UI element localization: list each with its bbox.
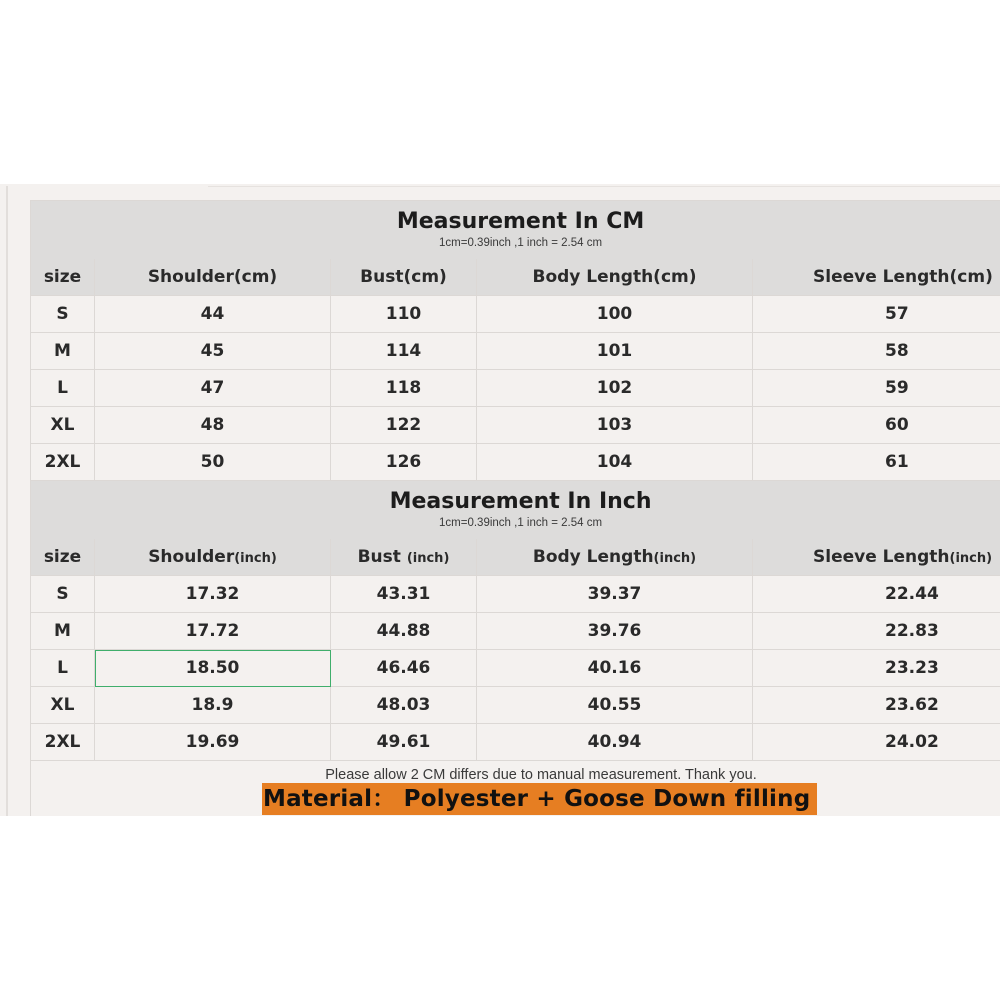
cm-header-label: Sleeve Length(cm) xyxy=(813,267,993,287)
size-chart-sheet xyxy=(30,200,1000,816)
cm-header-cell[interactable] xyxy=(753,259,1000,296)
cm-value-cell[interactable]: 114 xyxy=(331,333,477,370)
cm-header-cell[interactable] xyxy=(31,259,95,296)
inch-header-label: Body Length xyxy=(532,547,654,567)
cm-header-cell[interactable] xyxy=(95,259,331,296)
inch-header-unit: (inch) xyxy=(234,551,277,566)
cm-table-row xyxy=(31,444,1000,481)
cm-size-cell[interactable]: XL xyxy=(31,407,95,444)
measurement-note: Please allow 2 CM differs due to manual measurement. Thank you. xyxy=(325,767,757,783)
cm-size-cell[interactable]: S xyxy=(31,296,95,333)
inch-header-cell[interactable] xyxy=(477,539,753,576)
inch-header-cell[interactable] xyxy=(753,539,1000,576)
inch-table-row xyxy=(31,687,1000,724)
inch-header-label: Bust xyxy=(357,547,407,567)
inch-value-cell[interactable]: 39.37 xyxy=(477,576,753,613)
cm-table-row xyxy=(31,407,1000,444)
inch-header-unit: (inch) xyxy=(949,551,993,566)
cm-size-cell[interactable]: M xyxy=(31,333,95,370)
footer-cell[interactable] xyxy=(31,761,1000,817)
inch-value-cell[interactable]: 48.03 xyxy=(331,687,477,724)
cm-value-cell[interactable]: 122 xyxy=(331,407,477,444)
cm-header-cell[interactable] xyxy=(331,259,477,296)
inch-header-label: Shoulder xyxy=(148,547,235,567)
cm-value-cell[interactable]: 60 xyxy=(753,407,1000,444)
inch-value-cell[interactable]: 39.76 xyxy=(477,613,753,650)
inch-header-unit: (inch) xyxy=(653,551,697,566)
cm-value-cell[interactable]: 101 xyxy=(477,333,753,370)
cm-value-cell[interactable]: 50 xyxy=(95,444,331,481)
inch-size-cell[interactable]: 2XL xyxy=(31,724,95,761)
cm-value-cell[interactable]: 44 xyxy=(95,296,331,333)
inch-size-cell[interactable]: L xyxy=(31,650,95,687)
cm-conversion-note: 1cm=0.39inch ,1 inch = 2.54 cm xyxy=(439,237,603,249)
cm-size-cell[interactable]: L xyxy=(31,370,95,407)
cm-value-cell[interactable]: 102 xyxy=(477,370,753,407)
inch-value-cell[interactable]: 24.02 xyxy=(753,724,1000,761)
inch-value-cell[interactable]: 40.94 xyxy=(477,724,753,761)
inch-header-label: size xyxy=(43,547,82,567)
inch-value-cell[interactable]: 19.69 xyxy=(95,724,331,761)
inch-value-cell[interactable]: 46.46 xyxy=(331,650,477,687)
inch-value-cell[interactable]: 44.88 xyxy=(331,613,477,650)
inch-table-row xyxy=(31,650,1000,687)
cm-title: Measurement In CM xyxy=(396,209,645,234)
inch-value-cell[interactable]: 18.50 xyxy=(95,650,331,687)
cm-value-cell[interactable]: 103 xyxy=(477,407,753,444)
inch-value-cell[interactable]: 17.72 xyxy=(95,613,331,650)
footer-row xyxy=(31,761,1000,817)
cm-value-cell[interactable]: 61 xyxy=(753,444,1000,481)
inch-header-row xyxy=(31,539,1000,576)
inch-value-cell[interactable]: 18.9 xyxy=(95,687,331,724)
cm-value-cell[interactable]: 110 xyxy=(331,296,477,333)
cm-title-row xyxy=(31,201,1000,260)
inch-title: Measurement In Inch xyxy=(389,489,652,514)
left-divider xyxy=(6,186,8,816)
cm-table-row xyxy=(31,370,1000,407)
inch-value-cell[interactable]: 22.83 xyxy=(753,613,1000,650)
cm-title-cell[interactable] xyxy=(31,201,1000,260)
cm-table-row xyxy=(31,296,1000,333)
cm-value-cell[interactable]: 47 xyxy=(95,370,331,407)
cm-header-label: Body Length(cm) xyxy=(532,267,697,287)
cm-value-cell[interactable]: 45 xyxy=(95,333,331,370)
inch-header-cell[interactable] xyxy=(95,539,331,576)
inch-value-cell[interactable]: 22.44 xyxy=(753,576,1000,613)
cm-value-cell[interactable]: 57 xyxy=(753,296,1000,333)
inch-title-row xyxy=(31,481,1000,540)
cm-header-cell[interactable] xyxy=(477,259,753,296)
inch-conversion-note: 1cm=0.39inch ,1 inch = 2.54 cm xyxy=(439,517,603,529)
size-chart-table xyxy=(30,200,1000,816)
cm-value-cell[interactable]: 59 xyxy=(753,370,1000,407)
top-divider xyxy=(208,186,1000,187)
inch-value-cell[interactable]: 17.32 xyxy=(95,576,331,613)
inch-value-cell[interactable]: 49.61 xyxy=(331,724,477,761)
inch-title-cell[interactable] xyxy=(31,481,1000,540)
cm-value-cell[interactable]: 118 xyxy=(331,370,477,407)
cm-table-row xyxy=(31,333,1000,370)
inch-value-cell[interactable]: 23.23 xyxy=(753,650,1000,687)
inch-size-cell[interactable]: S xyxy=(31,576,95,613)
inch-table-row xyxy=(31,724,1000,761)
inch-size-cell[interactable]: M xyxy=(31,613,95,650)
cm-size-cell[interactable]: 2XL xyxy=(31,444,95,481)
inch-value-cell[interactable]: 43.31 xyxy=(331,576,477,613)
cm-header-label: Shoulder(cm) xyxy=(147,267,278,287)
cm-header-label: Bust(cm) xyxy=(360,267,447,287)
material-banner: Material： Polyester + Goose Down filling xyxy=(262,783,817,815)
cm-value-cell[interactable]: 104 xyxy=(477,444,753,481)
cm-value-cell[interactable]: 100 xyxy=(477,296,753,333)
inch-header-unit: (inch) xyxy=(406,551,450,566)
cm-value-cell[interactable]: 58 xyxy=(753,333,1000,370)
inch-table-row xyxy=(31,613,1000,650)
cm-header-row xyxy=(31,259,1000,296)
inch-header-label: Sleeve Length xyxy=(813,547,950,567)
inch-size-cell[interactable]: XL xyxy=(31,687,95,724)
cm-value-cell[interactable]: 48 xyxy=(95,407,331,444)
cm-header-label: size xyxy=(43,267,82,287)
inch-header-cell[interactable] xyxy=(331,539,477,576)
inch-value-cell[interactable]: 40.55 xyxy=(477,687,753,724)
inch-value-cell[interactable]: 23.62 xyxy=(753,687,1000,724)
inch-table-row xyxy=(31,576,1000,613)
inch-value-cell[interactable]: 40.16 xyxy=(477,650,753,687)
inch-header-cell[interactable] xyxy=(31,539,95,576)
cm-value-cell[interactable]: 126 xyxy=(331,444,477,481)
